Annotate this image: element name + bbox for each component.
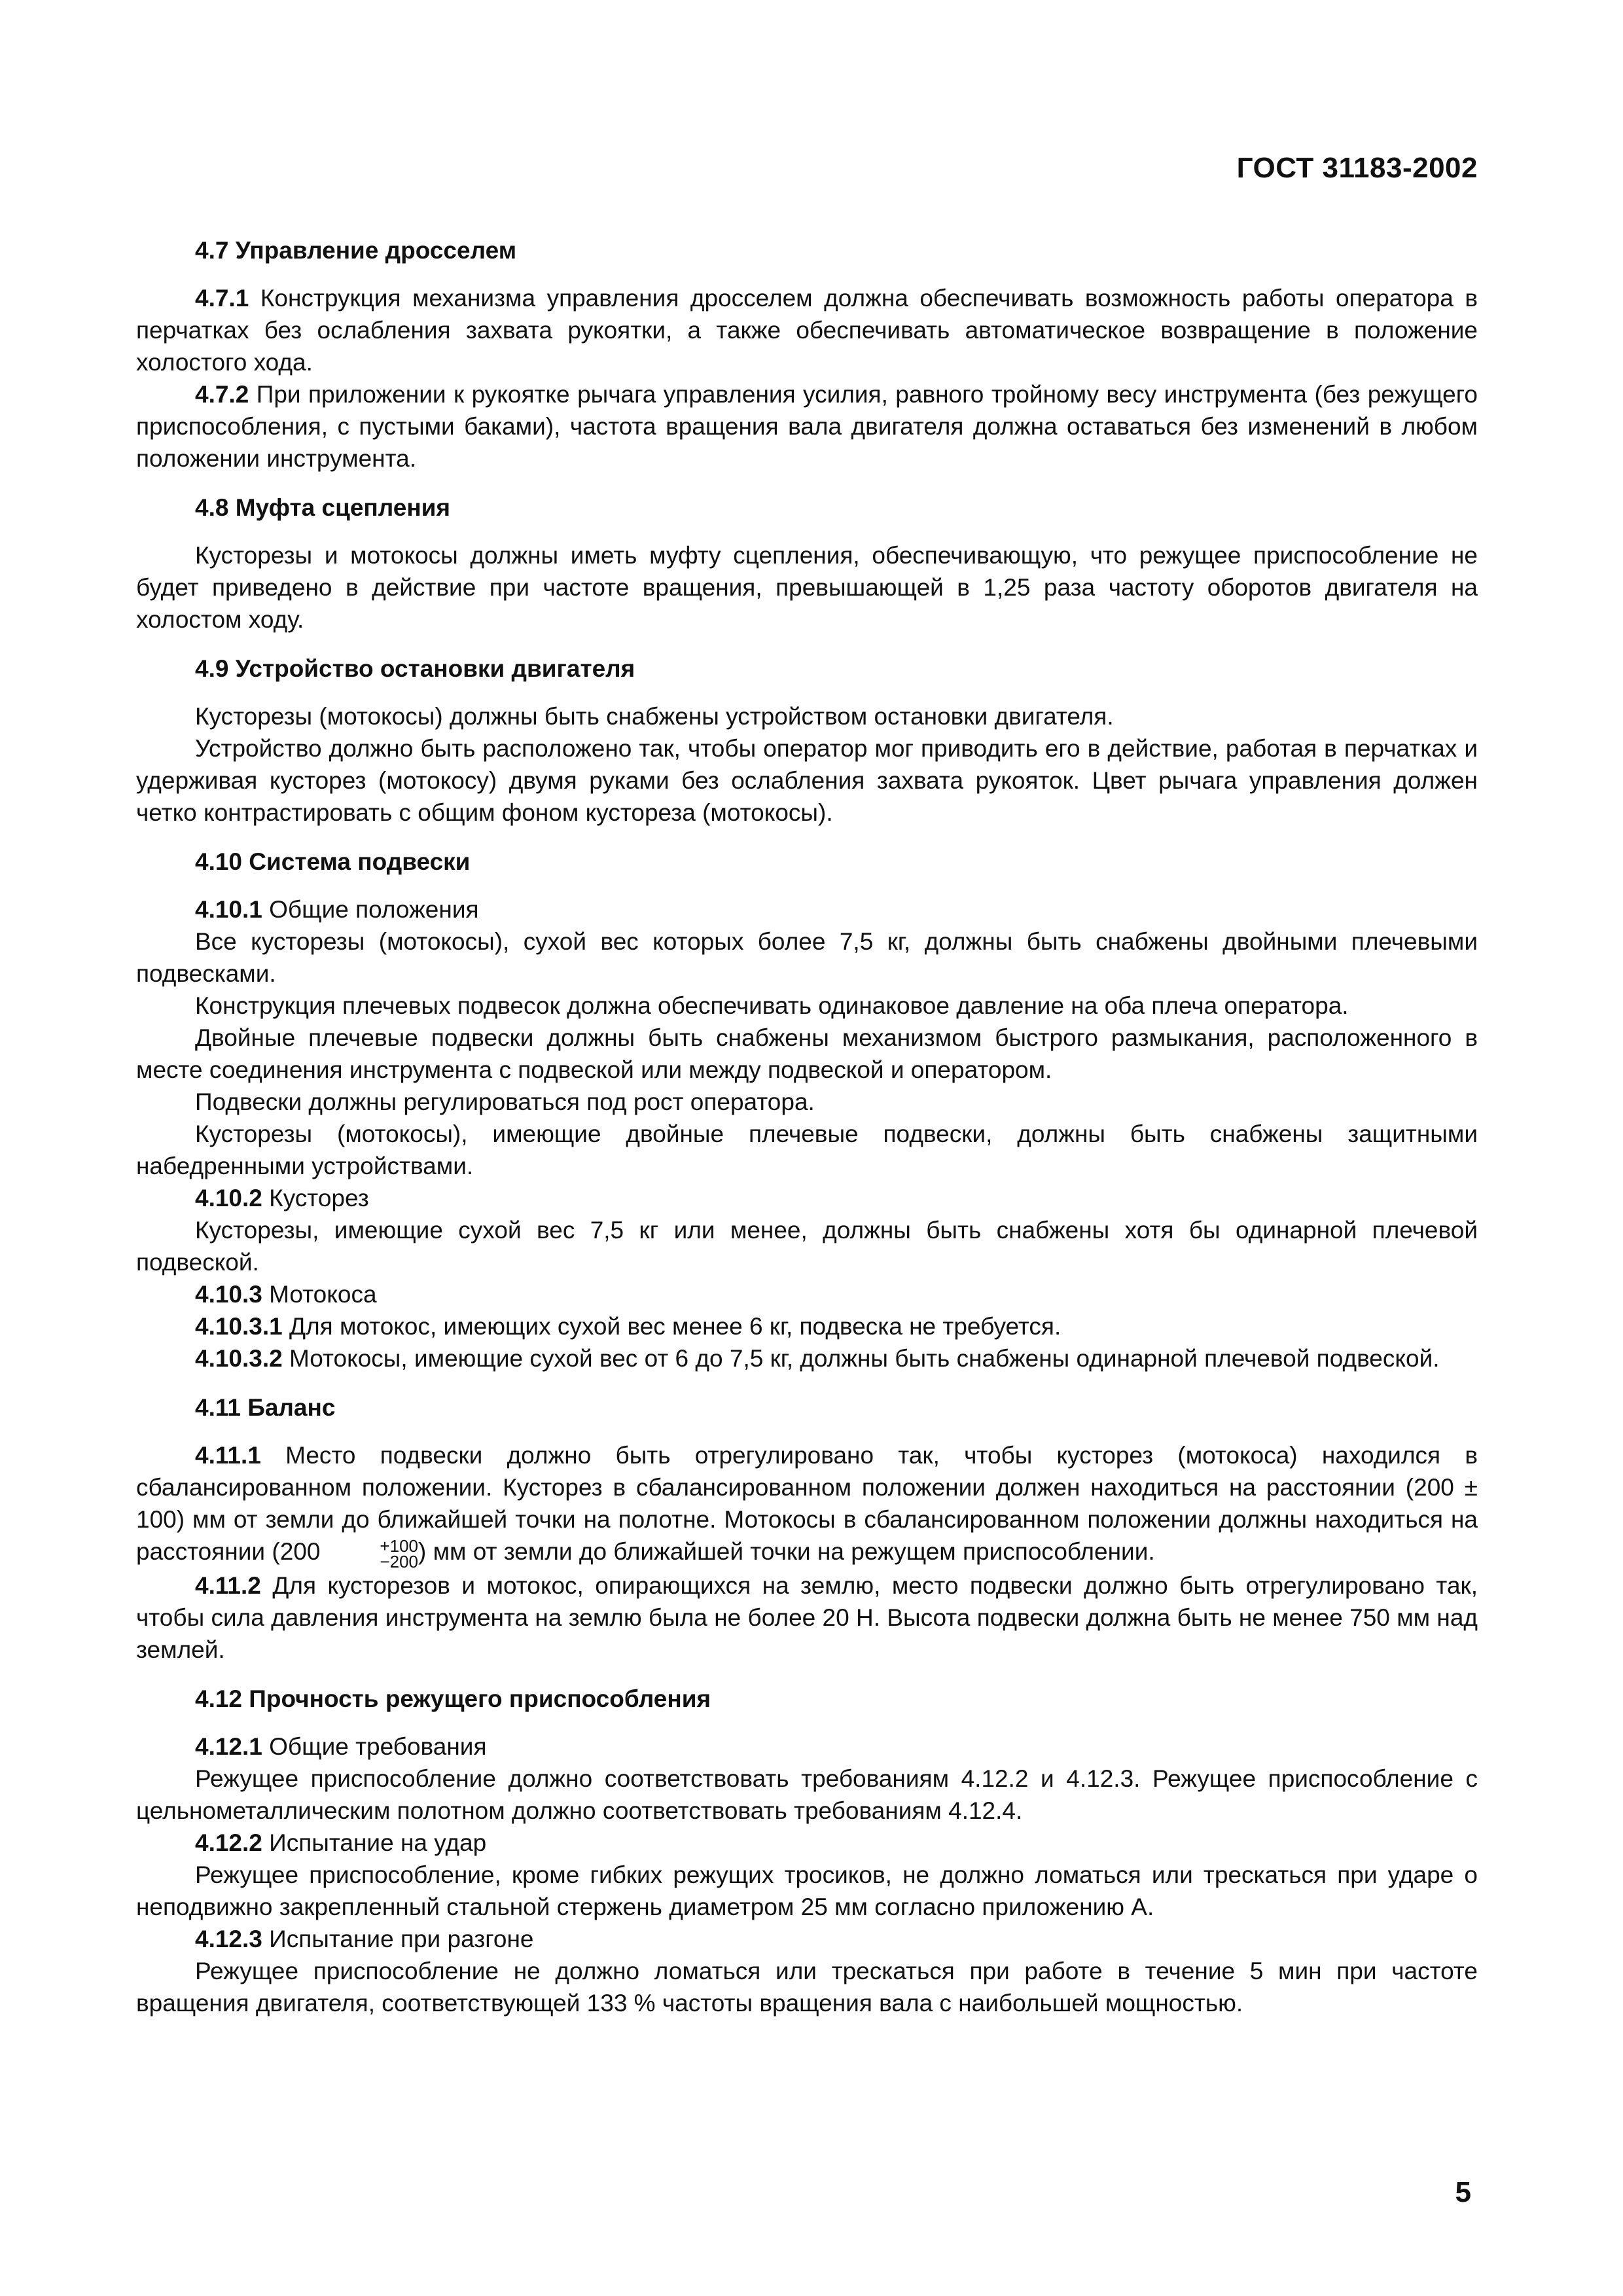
subheading-4-10-1 [136,893,1478,925]
subheading-4-12-3 [136,1923,1478,1955]
paragraph-4-12-1: Режущее приспособление должно соответствовать требованиям 4.12.2 и 4.12.3. Режущее приспособление с цельнометаллическим полотном должно соответствовать требованиям 4.12.4. [136,1765,1478,1824]
formula-upper-tolerance: +100 [380,1536,418,1556]
clause-number: 4.12.1 [195,1733,262,1760]
paragraph-4-10-1-e: Кусторезы (мотокосы), имеющие двойные плечевые подвески, должны быть снабжены защитными набедренными устройствами. [136,1121,1478,1179]
paragraph-4-7-2 [136,378,1478,475]
paragraph-4-7-1 [136,282,1478,378]
subheading-4-10-3 [136,1278,1478,1310]
section-title-4-10: 4.10 Система подвески [195,848,471,875]
paragraph-4-12-3: Режущее приспособление не должно ломаться или трескаться при работе в течение 5 мин при частоте вращения двигателя, соответствующей 133 % частоты вращения вала с наибольшей мощностью. [136,1958,1478,2017]
formula-tolerance [321,1538,418,1570]
clause-number: 4.10.2 [195,1185,262,1211]
paragraph-4-8: Кусторезы и мотокосы должны иметь муфту сцепления, обеспечивающую, что режущее приспособление не будет приведено в действие при частоте вращения, превышающей в 1,25 раза частоту оборотов двигателя на холостом ходу. [136,542,1478,633]
clause-text: Общие требования [262,1733,487,1760]
clause-number: 4.10.3.2 [195,1345,283,1372]
clause-number: 4.11.1 [195,1442,261,1469]
clause-text: Конструкция механизма управления дросселем должна обеспечивать возможность работы оператора в перчатках без ослабления захвата рукоятки, а также обеспечивать автоматическое возвращение в положение холостого хода. [136,285,1478,376]
paragraph-4-10-2: Кусторезы, имеющие сухой вес 7,5 кг или менее, должны быть снабжены хотя бы одинарной плечевой подвеской. [136,1217,1478,1276]
formula-close-paren: ) [418,1538,427,1565]
clause-text: Испытание при разгоне [262,1926,534,1952]
clause-text: Общие положения [262,896,479,923]
document-code-header: ГОСТ 31183-2002 [1236,152,1478,184]
subheading-4-12-1 [136,1731,1478,1763]
clause-text: Кусторез [262,1185,369,1211]
document-body [136,234,1478,2019]
paragraph-4-9-b: Устройство должно быть расположено так, чтобы оператор мог приводить его в действие, работая в перчатках и удерживая кусторез (мотокосу) двумя руками без ослабления захвата рукояток. Цвет рычага управления должен четко контрастировать с общим фоном кустореза (мотокосы). [136,735,1478,826]
clause-text: Мотокосы, имеющие сухой вес от 6 до 7,5 кг, должны быть снабжены одинарной плечевой подвеской. [282,1345,1440,1372]
clause-text: Мотокоса [262,1281,377,1308]
section-title-4-11: 4.11 Баланс [195,1394,336,1421]
paragraph-4-11-1 [136,1439,1478,1570]
paragraph-4-9-a: Кусторезы (мотокосы) должны быть снабжены устройством остановки двигателя. [195,703,1114,730]
clause-text: Испытание на удар [262,1829,487,1856]
paragraph-4-10-1-d: Подвески должны регулироваться под рост оператора. [195,1088,815,1115]
clause-text: При приложении к рукоятке рычага управления усилия, равного тройному весу инструмента (без режущего приспособления, с пустыми баками), частота вращения вала двигателя должна оставаться без изменений в любом положении инструмента. [136,381,1478,472]
page-number: 5 [1455,2176,1471,2208]
clause-text: Место подвески должно быть отрегулировано так, чтобы кусторез (мотокоса) находился в сбалансированном положении. Кусторез в сбалансированном положении должен находиться на расстоянии (200 ± 100) мм от земли до ближайшей точки на полотне. Мотокосы в сбалансированном положении должны находиться на расстоянии [136,1442,1478,1565]
paragraph-4-10-1-c: Двойные плечевые подвески должны быть снабжены механизмом быстрого размыкания, расположенного в месте соединения инструмента с подвеской или между подвеской и оператором. [136,1024,1478,1083]
clause-number: 4.7.2 [195,381,249,408]
paragraph-4-10-1-a: Все кусторезы (мотокосы), сухой вес которых более 7,5 кг, должны быть снабжены двойными плечевыми подвесками. [136,928,1478,987]
formula-base: 200 [279,1538,321,1565]
section-title-4-9: 4.9 Устройство остановки двигателя [195,655,635,682]
section-title-4-12: 4.12 Прочность режущего приспособления [195,1685,711,1712]
clause-number: 4.12.3 [195,1926,262,1952]
clause-number: 4.11.2 [195,1572,261,1599]
clause-number: 4.10.3.1 [195,1313,283,1340]
section-title-4-8: 4.8 Муфта сцепления [195,494,451,521]
paragraph-4-10-3-1 [136,1310,1478,1342]
paragraph-4-10-3-2 [136,1342,1478,1374]
clause-number: 4.10.1 [195,896,262,923]
paragraph-4-12-2: Режущее приспособление, кроме гибких режущих тросиков, не должно ломаться или трескаться при ударе о неподвижно закрепленный стальной стержень диаметром 25 мм согласно приложению А. [136,1861,1478,1920]
paragraph-4-10-1-b: Конструкция плечевых подвесок должна обеспечивать одинаковое давление на оба плеча оператора. [195,992,1349,1019]
clause-text: Для кусторезов и мотокос, опирающихся на землю, место подвески должно быть отрегулировано так, чтобы сила давления инструмента на землю была не более 20 Н. Высота подвески должна быть не менее 750 мм над землей. [136,1572,1478,1663]
paragraph-4-11-2 [136,1570,1478,1666]
clause-text-end: мм от земли до ближайшей точки на режущем приспособлении. [426,1538,1155,1565]
formula-open-paren: ( [265,1538,280,1565]
clause-text: Для мотокос, имеющих сухой вес менее 6 кг, подвеска не требуется. [282,1313,1061,1340]
subheading-4-10-2 [136,1182,1478,1214]
formula-lower-tolerance: −200 [380,1552,418,1571]
subheading-4-12-2 [136,1827,1478,1859]
tolerance-formula [265,1536,427,1571]
clause-number: 4.7.1 [195,285,249,312]
section-title-4-7: 4.7 Управление дросселем [195,237,517,264]
clause-number: 4.10.3 [195,1281,262,1308]
clause-number: 4.12.2 [195,1829,262,1856]
